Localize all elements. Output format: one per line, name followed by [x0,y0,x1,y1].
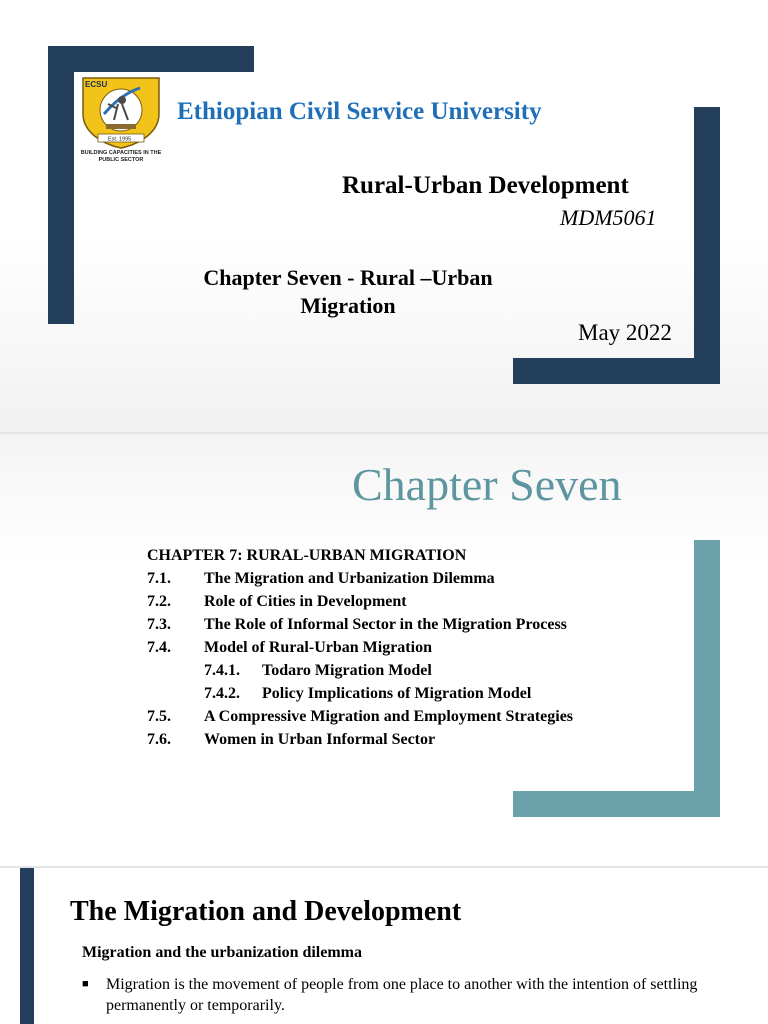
toc-item: 7.5. A Compressive Migration and Employment Strategies [147,708,574,725]
toc-title: CHAPTER 7: RURAL-URBAN MIGRATION [147,547,467,564]
logo-caption: BUILDING CAPACITIES IN THE PUBLIC SECTOR [80,150,162,163]
slide-title: The Migration and Development [70,896,462,927]
toc-item: 7.2. Role of Cities in Development [147,593,407,610]
toc-item: 7.3. The Role of Informal Sector in the Migration Process [147,616,567,633]
university-logo [78,74,164,166]
svg-text:ECSU: ECSU [85,80,108,89]
presentation-date: May 2022 [578,320,672,345]
frame-bar-bottom [513,791,720,817]
table-of-contents [147,544,687,751]
toc-subitem: 7.4.1. Todaro Migration Model [204,662,432,679]
frame-bar-right [694,540,720,817]
frame-bar-right [694,107,720,384]
title-slide [0,0,768,432]
university-name: Ethiopian Civil Service University [177,98,542,125]
slide-heading: Chapter Seven [352,459,622,510]
toc-item: 7.4. Model of Rural-Urban Migration [147,639,432,656]
toc-item: 7.1. The Migration and Urbanization Dilemma [147,570,495,587]
contents-slide [0,434,768,866]
slide-subtitle: Migration and the urbanization dilemma [82,944,363,961]
svg-text:Est. 1995: Est. 1995 [108,136,132,143]
toc-subitem: 7.4.2. Policy Implications of Migration Model [204,685,532,702]
bullet-item [82,974,732,1016]
frame-bar-bottom [513,358,720,384]
frame-bar-left [20,868,34,1024]
square-bullet-icon: ■ [82,978,89,990]
course-title: Rural-Urban Development [342,172,629,199]
toc-item: 7.6. Women in Urban Informal Sector [147,731,436,748]
frame-bar-left [48,46,74,324]
ecsu-logo-icon [78,74,164,150]
bullet-text: Migration is the movement of people from one place to another with the intention of settling permanently or temporarily. [106,976,698,1014]
course-code: MDM5061 [560,205,657,230]
content-slide [0,868,768,1024]
chapter-title: Chapter Seven - Rural –Urban Migration [203,265,493,318]
frame-bar-top [48,46,254,72]
